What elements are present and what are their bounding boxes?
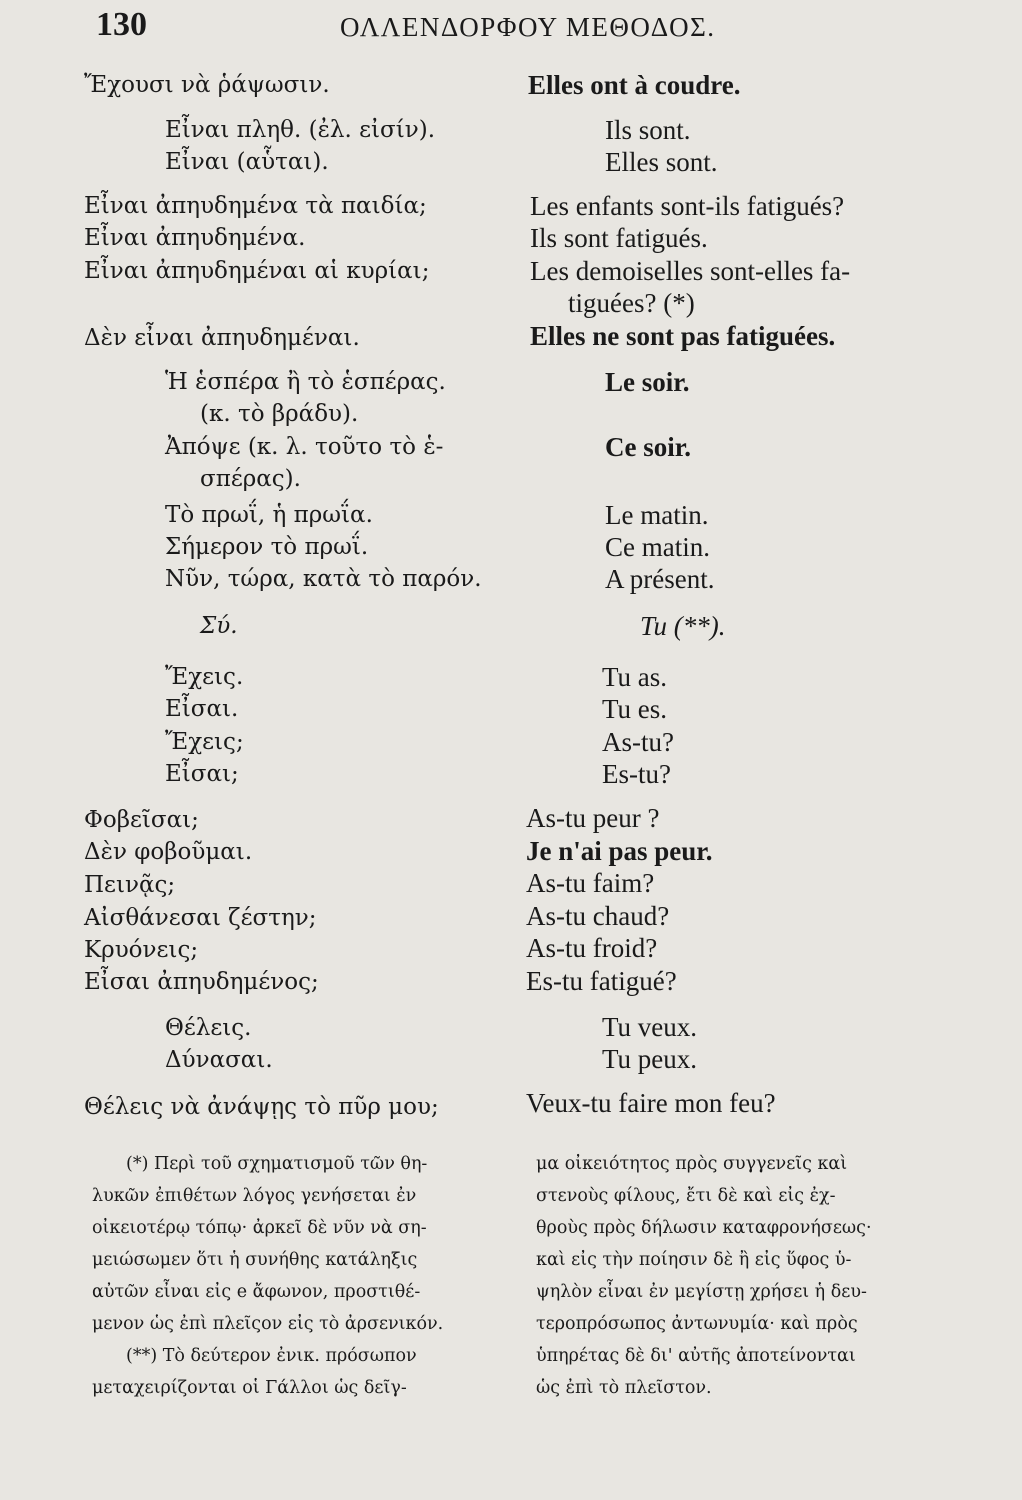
french-line: As-tu chaud?: [526, 901, 670, 931]
greek-line: Εἶσαι ἀπηυδημένος;: [84, 969, 319, 995]
french-line: A présent.: [605, 564, 715, 594]
greek-line: Ἔχεις.: [165, 664, 244, 690]
footnote-line: καὶ εἰς τὴν ποίησιν δὲ ἢ εἰς ὕφος ὑ-: [536, 1250, 852, 1270]
footnote-line: στενοὺς φίλους, ἔτι δὲ καὶ εἰς ἐχ-: [536, 1186, 836, 1206]
greek-line: Τὸ πρωΐ, ἡ πρωΐα.: [165, 502, 373, 528]
greek-line: Ἔχεις;: [165, 729, 244, 755]
greek-line: Θέλεις νὰ ἀνάψῃς τὸ πῦρ μου;: [84, 1094, 439, 1120]
french-line: Elles ne sont pas fatiguées.: [530, 321, 836, 351]
french-line: As-tu peur ?: [526, 803, 660, 833]
greek-line: Εἶναι ἀπηυδημένα τὰ παιδία;: [84, 193, 427, 219]
greek-line: Δύνασαι.: [165, 1047, 273, 1073]
greek-line: σπέρας).: [200, 466, 301, 492]
greek-line: (κ. τὸ βράδυ).: [200, 401, 359, 427]
greek-line: Εἶναι πληθ. (ἐλ. εἰσίν).: [165, 117, 436, 143]
french-line: As-tu?: [602, 727, 674, 757]
greek-line: Κρυόνεις;: [84, 937, 199, 963]
footnote-line: οἰκειοτέρῳ τόπῳ· ἀρκεῖ δὲ νῦν νὰ ση-: [92, 1218, 427, 1238]
french-line: Elles ont à coudre.: [528, 70, 741, 100]
footnote-line: ὡς ἐπὶ τὸ πλεῖστον.: [536, 1378, 712, 1398]
french-line: As-tu froid?: [526, 933, 658, 963]
french-line: Tu veux.: [602, 1012, 698, 1042]
french-line: Tu es.: [602, 694, 668, 724]
french-line: Tu peux.: [602, 1044, 698, 1074]
footnote-line: λυκῶν ἐπιθέτων λόγος γενήσεται ἐν: [92, 1186, 417, 1206]
french-line: tiguées? (*): [568, 288, 695, 318]
french-line: Es-tu?: [602, 759, 671, 789]
french-line: Ils sont.: [605, 115, 691, 145]
greek-line: Εἶναι ἀπηυδημένα.: [84, 225, 306, 251]
greek-line: Ἡ ἑσπέρα ἢ τὸ ἑσπέρας.: [165, 369, 446, 395]
footnote-line: αὐτῶν εἶναι εἰς e ἄφωνον, προστιθέ-: [92, 1282, 421, 1302]
greek-line: Ἔχουσι νὰ ῥάψωσιν.: [84, 72, 330, 98]
footnote-line: θροὺς πρὸς δήλωσιν καταφρονήσεως·: [536, 1218, 872, 1238]
greek-line: Εἶναι ἀπηυδημέναι αἱ κυρίαι;: [84, 258, 430, 284]
french-line: Les demoiselles sont-elles fa-: [530, 256, 851, 286]
greek-line: Εἶσαι;: [165, 761, 239, 787]
french-line: Tu as.: [602, 662, 668, 692]
running-title: ΟΛΛΕΝΔΟΡΦΟΥ ΜΕΘΟΔΟΣ.: [340, 12, 716, 42]
footnote-line: μα οἰκειότητος πρὸς συγγενεῖς καὶ: [536, 1154, 848, 1174]
greek-line: Φοβεῖσαι;: [84, 807, 199, 833]
footnote-line: μεταχειρίζονται οἱ Γάλλοι ὡς δεῖγ-: [92, 1378, 407, 1398]
greek-line: Αἰσθάνεσαι ζέστην;: [84, 905, 317, 931]
french-line: Tu (**).: [640, 611, 726, 641]
french-line: Es-tu fatigué?: [526, 966, 677, 996]
french-line: Les enfants sont-ils fatigués?: [530, 191, 845, 221]
footnote-line: ὑπηρέτας δὲ δι' αὐτῆς ἀποτείνονται: [536, 1346, 856, 1366]
footnote-line: τεροπρόσωπος ἀντωνυμία· καὶ πρὸς: [536, 1314, 858, 1334]
page-number: 130: [96, 6, 147, 43]
greek-line: Θέλεις.: [165, 1015, 252, 1041]
footnote-line: μειώσωμεν ὅτι ἡ συνήθης κατάληξις: [92, 1250, 418, 1270]
greek-line: Ἀπόψε (κ. λ. τοῦτο τὸ ἑ-: [165, 434, 444, 460]
footnote-line: (*) Περὶ τοῦ σχηματισμοῦ τῶν θη-: [126, 1154, 428, 1174]
french-line: As-tu faim?: [526, 868, 655, 898]
french-line: Je n'ai pas peur.: [526, 836, 713, 866]
french-line: Le matin.: [605, 500, 709, 530]
french-line: Elles sont.: [605, 147, 718, 177]
greek-line: Σήμερον τὸ πρωΐ.: [165, 534, 369, 560]
greek-line: Δὲν εἶναι ἀπηυδημέναι.: [84, 325, 360, 351]
greek-line: Νῦν, τώρα, κατὰ τὸ παρόν.: [165, 566, 482, 592]
footnote-line: (**) Τὸ δεύτερον ἐνικ. πρόσωπον: [126, 1346, 417, 1366]
french-line: Ce soir.: [605, 432, 691, 462]
greek-line: Πεινᾷς;: [84, 872, 176, 898]
french-line: Ils sont fatigués.: [530, 223, 708, 253]
greek-line: Εἶναι (αὗται).: [165, 149, 329, 175]
greek-line: Σύ.: [200, 613, 238, 639]
footnote-line: μενον ὡς ἐπὶ πλεῖςον εἰς τὸ ἀρσενικόν.: [92, 1314, 444, 1334]
greek-line: Εἶσαι.: [165, 696, 239, 722]
footnote-line: ψηλὸν εἶναι ἐν μεγίστῃ χρήσει ἡ δευ-: [536, 1282, 867, 1302]
french-line: Le soir.: [605, 367, 690, 397]
french-line: Veux-tu faire mon feu?: [526, 1088, 776, 1118]
french-line: Ce matin.: [605, 532, 710, 562]
greek-line: Δὲν φοβοῦμαι.: [84, 839, 253, 865]
